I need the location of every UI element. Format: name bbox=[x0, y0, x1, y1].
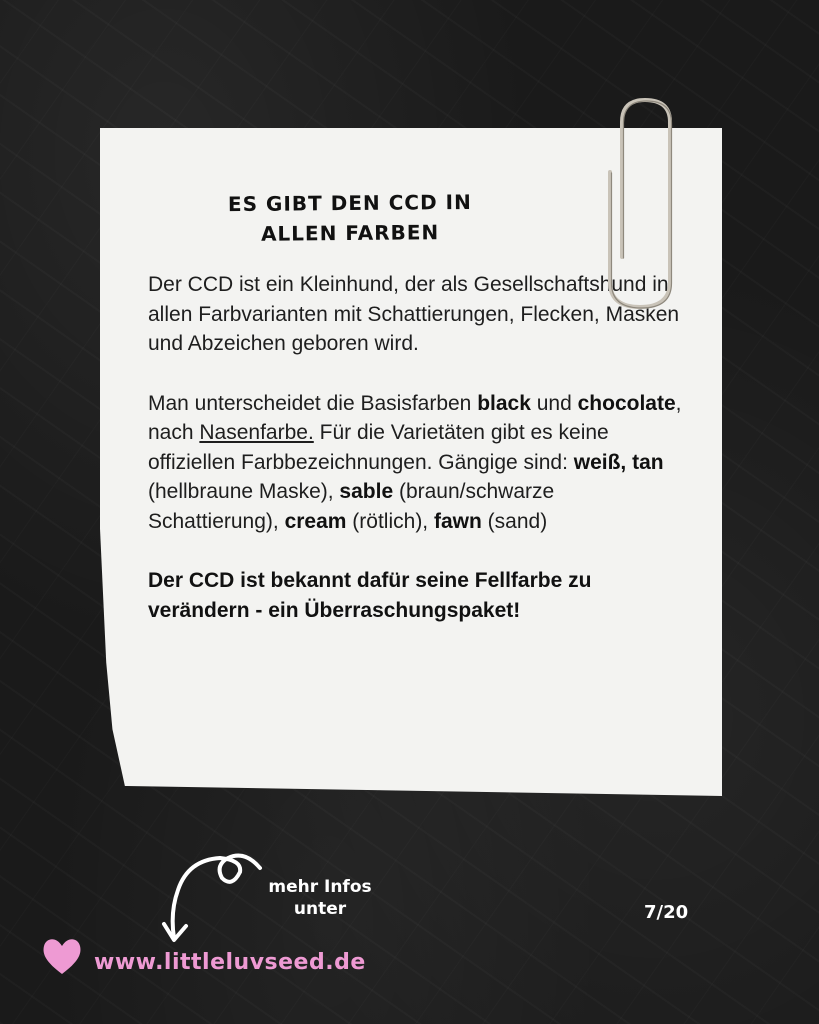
text-span: Man unterscheidet die Basisfarben bbox=[148, 391, 478, 415]
title-line-1: ES GIBT DEN CCD IN bbox=[227, 189, 472, 217]
note-body bbox=[148, 270, 688, 655]
text-span: Für die Varietäten gibt es keine offiziellen Farbbezeichnungen. Gängige sind: bbox=[148, 421, 609, 474]
bold-cream: cream bbox=[284, 509, 347, 533]
paperclip-icon bbox=[600, 92, 680, 317]
underlined-nasenfarbe: Nasenfarbe. bbox=[199, 421, 314, 444]
hint-line-1: mehr Infos bbox=[268, 877, 372, 897]
bold-black: black bbox=[477, 391, 531, 415]
paragraph-colors bbox=[148, 389, 688, 537]
note-title bbox=[190, 187, 511, 250]
bold-chocolate: chocolate bbox=[577, 391, 676, 415]
bold-sable: sable bbox=[339, 480, 394, 503]
paragraph-intro: Der CCD ist ein Kleinhund, der als Gesellschaftshund in allen Farbvarianten mit Schattierungen, Flecken, Masken und Abzeichen geboren wird. bbox=[148, 273, 680, 355]
paragraph-conclusion bbox=[148, 566, 688, 625]
heart-icon bbox=[40, 934, 84, 978]
text-span: und bbox=[530, 391, 578, 415]
website-link[interactable]: www.littleluvseed.de bbox=[94, 950, 366, 975]
page-counter: 7/20 bbox=[644, 902, 689, 923]
more-info-hint bbox=[250, 876, 390, 920]
bold-conclusion: Der CCD ist bekannt dafür seine Fellfarbe zu verändern - ein Überraschungspaket! bbox=[148, 569, 592, 622]
title-line-2: ALLEN FARBEN bbox=[260, 220, 440, 246]
text-span: (hellbraune Maske), bbox=[148, 480, 340, 503]
bold-weiss-tan: weiß, tan bbox=[573, 450, 664, 474]
bold-fawn: fawn bbox=[433, 509, 482, 533]
text-span: , nach bbox=[148, 391, 682, 444]
text-span: (braun/schwarze Schattierung), bbox=[148, 480, 555, 533]
text-span: (rötlich), bbox=[346, 509, 434, 533]
hint-line-2: unter bbox=[293, 899, 347, 919]
text-span: (sand) bbox=[481, 509, 548, 533]
